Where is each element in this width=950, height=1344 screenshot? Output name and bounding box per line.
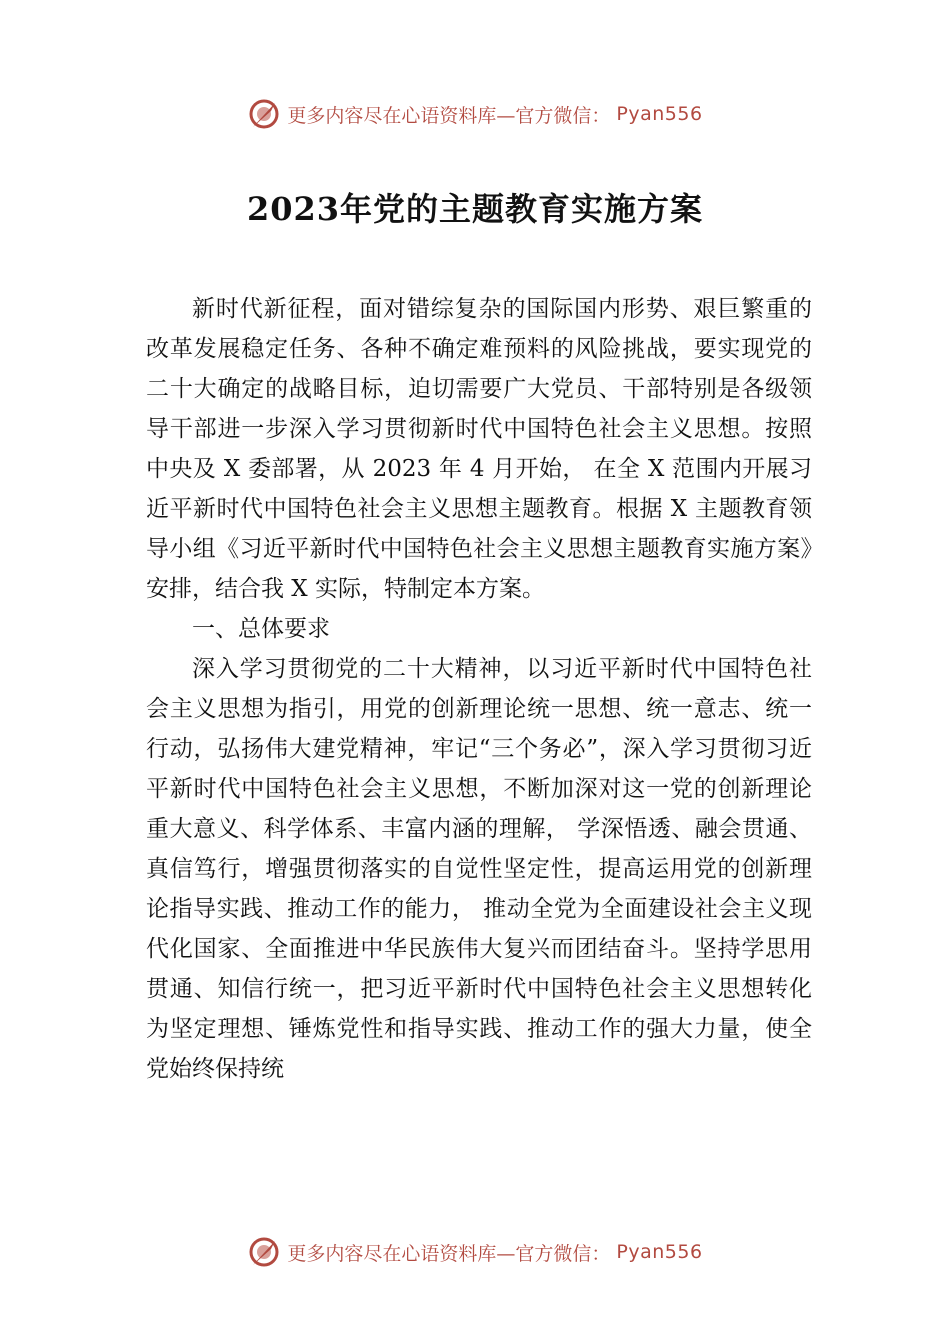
quill-logo-icon xyxy=(247,97,281,131)
section-heading-general-requirements: 一、总体要求 xyxy=(192,616,330,642)
header-watermark xyxy=(0,94,950,134)
watermark-wechat-id: Pyan556 xyxy=(616,103,703,125)
watermark-wechat-id: Pyan556 xyxy=(616,1241,703,1263)
document-title: 2023年党的主题教育实施方案 xyxy=(246,190,704,228)
document-body xyxy=(146,289,812,1089)
watermark-text: 更多内容尽在心语资料库—官方微信： xyxy=(287,104,611,127)
watermark-text: 更多内容尽在心语资料库—官方微信： xyxy=(287,1242,611,1265)
paragraph-intro: 新时代新征程，面对错综复杂的国际国内形势、艰巨繁重的改革发展稳定任务、各种不确定难预料的风险挑战，要实现党的二十大确定的战略目标，迫切需要广大党员、干部特别是各级领导干部进一步深入学习贯彻新时代中国特色社会主义思想。按照中央及 X 委部署，从 2023 年 4 月开始， 在全 X 范围内开展习近平新时代中国特色社会主义思想主题教育。根据 X 主题教育领导小组《习近平新时代中国特色社会主义思想主题教育实施方案》安排，结合我 X 实际，特制定本方案。 xyxy=(146,296,812,602)
footer-watermark xyxy=(0,1232,950,1272)
quill-logo-icon xyxy=(247,1235,281,1269)
paragraph-general-requirements: 深入学习贯彻党的二十大精神，以习近平新时代中国特色社会主义思想为指引，用党的创新理论统一思想、统一意志、统一行动，弘扬伟大建党精神，牢记“三个务必”，深入学习贯彻习近平新时代中国特色社会主义思想，不断加深对这一党的创新理论重大意义、科学体系、丰富内涵的理解， 学深悟透、融会贯通、真信笃行，增强贯彻落实的自觉性坚定性，提高运用党的创新理论指导实践、推动工作的能力， 推动全党为全面建设社会主义现代化国家、全面推进中华民族伟大复兴而团结奋斗。坚持学思用贯通、知信行统一，把习近平新时代中国特色社会主义思想转化为坚定理想、锤炼党性和指导实践、推动工作的强大力量，使全党始终保持统 xyxy=(146,656,812,1082)
